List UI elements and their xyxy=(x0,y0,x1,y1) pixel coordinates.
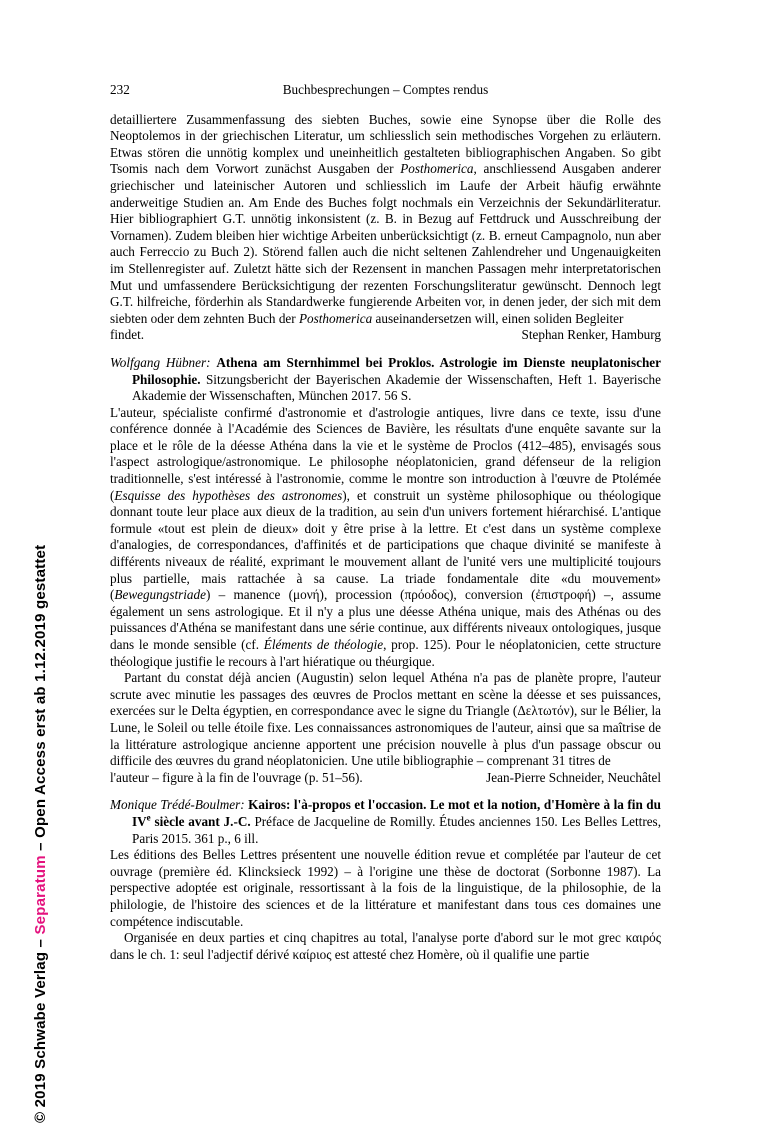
reviewer-signature: Jean-Pierre Schneider, Neuchâtel xyxy=(486,769,661,785)
text-run: e xyxy=(146,812,151,823)
text-run: ), et construit un système philosophique ou théologique donnant toute leur place aux dieux de la tradition, au sein d'un univers fortement hiérarchisé. L'antique formule «tout est plein de dieux» doit y être prise à la lettre. Et c'est dans un système complexe d'analogies, de correspondances, d'affinités et de participations que chaque divinité se manifeste à différents niveaux de réalité, exprimant le mouvement allant de l'unité vers une multiplicité toujours plus partielle, mais rattachée à sa cause. La triade fondamentale dite «du mouvement» ( xyxy=(110,487,661,603)
running-head: Buchbesprechungen – Comptes rendus xyxy=(282,82,489,97)
separatum-label: Separatum xyxy=(32,855,49,935)
reviewer-signature: Stephan Renker, Hamburg xyxy=(521,327,661,343)
text-run: detailliertere Zusammenfassung des siebten Buches, sowie eine Synopse über die Rolle des Neoptolemos in der griechischen Literatur, um schliesslich sein methodisches Vorgehen zu erläutern. Etwas stören die unnötig komplex und uneinheitlich gestalteten bibliographischen Angaben. So gibt Tsomis nach dem Vorwort zunächst Ausgaben der xyxy=(110,111,661,177)
review-1-body xyxy=(110,112,661,328)
text-run: Sitzungsbericht der Bayerischen Akademie der Wissenschaften, Heft 1. Bayerische Akademie der Wissenschaften, München 2017. 56 S. xyxy=(132,371,661,404)
text-run: Bewegungstriade xyxy=(114,587,206,603)
text-run: L'auteur, spécialiste confirmé d'astronomie et d'astrologie antiques, livre dans ce texte, issu d'une conférence donnée à l'Académie des Sciences de Bavière, les résultats d'une enquête savante sur la place et le rôle de la déesse Athéna dans la vie et le système de Proclos (412–485), envisagés sous l'aspect astrologique/astronomique. Le philosophe néoplatonicien, grand défenseur de la religion traditionnelle, s'est intéressé à l'astronomie, comme le montre son introduction à l'œuvre de Ptolémée ( xyxy=(110,404,661,503)
text-run: Kairos: l'à-propos et l'occasion. Le mot et la notion, d'Homère à la fin du IV xyxy=(132,797,661,829)
paragraph-last-line xyxy=(110,770,661,787)
text-run: Posthomerica xyxy=(400,161,474,177)
paragraph-last-line xyxy=(110,327,661,344)
page-number: 232 xyxy=(110,82,130,97)
text-run: Les éditions des Belles Lettres présentent une nouvelle édition revue et complétée par l'auteur de cet ouvrage (première éd. Klincksieck 1992) – à l'origine une thèse de doctorat (Sorbonne 1987). La perspective adoptée est originale, ressortissant à la fois de la linguistique, de la philosophie, de la philologie, de l'histoire des sciences et de la littérature et manifestant dans tous ces domaines une compétence indiscutable. xyxy=(110,847,661,929)
review-2-heading xyxy=(110,355,661,405)
page-content xyxy=(110,82,661,963)
text-run: Monique Trédé-Boulmer: xyxy=(110,797,249,813)
review-3-body-2 xyxy=(110,930,661,963)
text-run: Athena am Sternhimmel bei Proklos. Astrologie im Dienste neuplatonischer Philosophie. xyxy=(132,354,661,387)
separatum-notice xyxy=(32,545,49,1123)
review-2-body-2 xyxy=(110,670,661,770)
text-run: auseinandersetzen will, einen soliden Begleiter xyxy=(372,310,624,326)
page-header xyxy=(110,82,661,99)
review-3-heading xyxy=(110,797,661,847)
text-run: Partant du constat déjà ancien (Augustin) selon lequel Athéna n'a pas de planète propre, l'auteur scrute avec minutie les passages des œuvres de Proclos mettant en scène la déesse et ses puissances, exercées sur le Delta égyptien, en correspondance avec le signe du Triangle (Δελτωτόν), sur le Bélier, la Lune, le Soleil ou telle étoile fixe. Les connaissances astronomiques de l'auteur, ainsi que sa maîtrise de la littérature astrologique ancienne apportent une précision nouvelle à plus d'un passage obscur ou difficile des œuvres du grand néoplatonicien. Une utile bibliographie – comprenant 31 titres de xyxy=(110,670,661,769)
text-run: Préface de Jacqueline de Romilly. Études anciennes 150. Les Belles Lettres, Paris 2015. 361 p., 6 ill. xyxy=(132,813,661,846)
text-run: , anschliessend Ausgaben anderer griechischer und lateinischer Autoren und schliesslich im Laufe der Arbeit häufig erwähnte anderweitige Studien an. Am Ende des Buches folgt nochmals ein Verzeichnis der Sekundärliteratur. Hier bibliographiert G.T. unnötig inkonsistent (z. B. in Bezug auf Fettdruck und Ausschreibung der Vornamen). Zudem bleiben hier wichtige Arbeiten unberücksichtigt (z. B. erneut Campagnolo, nun aber auch Ferreccio zu Buch 2). Störend fallen auch die nicht seltenen Zahlendreher und Ungenauigkeiten im Stellenregister auf. Zuletzt hätte sich der Rezensent in manchen Passagen mehr interpretatorischen Mut und umfassendere Berücksichtigung der rezenten Forschungsliteratur gewünscht. Dennoch legt G.T. hilfreiche, förderhin als Standardwerke fungierende Arbeiten vor, in denen jeder, der sich mit dem siebten oder dem zehnten Buch der xyxy=(110,161,661,326)
text-run: siècle avant J.-C. xyxy=(150,813,255,829)
text-run: Organisée en deux parties et cinq chapitres au total, l'analyse porte d'abord sur le mot grec καιρός dans le ch. 1: seul l'adjectif dérivé καίριος est attesté chez Homère, où il qualifie une partie xyxy=(110,930,661,962)
text-run: Esquisse des hypothèses des astronomes xyxy=(114,487,343,503)
text-run: , prop. 125). Pour le néoplatonicien, cette structure théologique justifie le recours à l'art hiératique ou théurgique. xyxy=(110,637,661,669)
paragraph-end-text: l'auteur – figure à la fin de l'ouvrage (p. 51–56). xyxy=(110,769,363,785)
text-run: Wolfgang Hübner: xyxy=(110,354,217,370)
copyright-text: © 2019 Schwabe Verlag – xyxy=(32,934,49,1123)
reviews-column xyxy=(110,112,661,964)
paragraph-end-text: findet. xyxy=(110,327,145,343)
text-run: ) – manence (μονή), procession (πρόοδος), conversion (ἐπιστροφή) –, assume également un sens astrologique. Et il n'y a plus une déesse Athéna unique, mais des Athénas ou des puissances d'Athéna se manifestant dans une série continue, aux différents niveaux ontologiques, jusque dans le monde sensible (cf. xyxy=(110,587,661,652)
review-2-body-1 xyxy=(110,405,661,671)
open-access-notice: – Open Access erst ab 1.12.2019 gestattet xyxy=(32,544,49,856)
text-run: Posthomerica xyxy=(298,310,373,326)
text-run: Éléments de théologie xyxy=(263,637,384,652)
review-3-body-1 xyxy=(110,847,661,930)
